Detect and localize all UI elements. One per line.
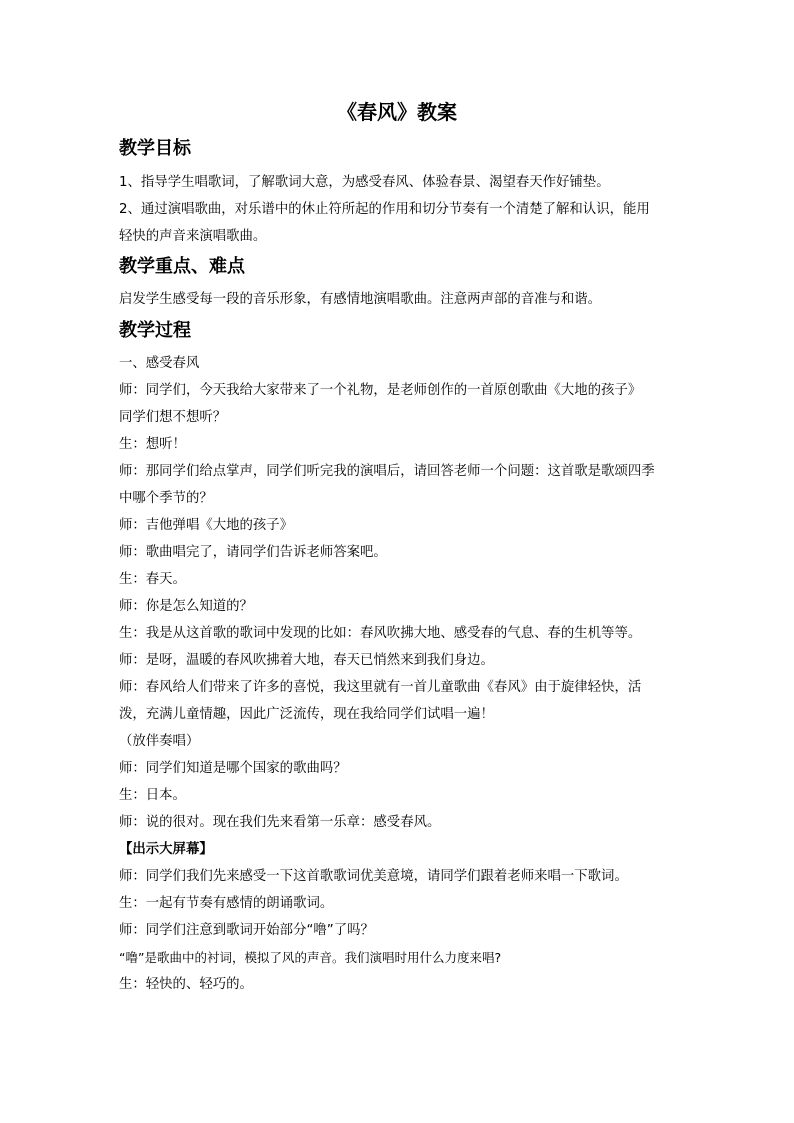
- process-line-2: 师：同学们，今天我给大家带来了一个礼物，是老师创作的一首原创歌曲《大地的孩子》: [119, 383, 642, 398]
- process-line-10: 师：你是怎么知道的？: [119, 599, 253, 614]
- focus-line-1: 启发学生感受每一段的音乐形象，有感情地演唱歌曲。注意两声部的音准与和谐。: [119, 292, 602, 307]
- process-line-24: 生：轻快的、轻巧的。: [119, 977, 253, 992]
- goals-line-3: 轻快的声音来演唱歌曲。: [119, 229, 267, 244]
- process-line-9: 生：春天。: [119, 572, 186, 587]
- process-line-16: 师：同学们知道是哪个国家的歌曲吗？: [119, 761, 347, 776]
- section-heading-focus: 教学重点、难点: [119, 256, 245, 277]
- section-heading-goals: 教学目标: [119, 138, 191, 159]
- process-line-4: 生：想听！: [119, 437, 186, 452]
- process-line-18: 师：说的很对。现在我们先来看第一乐章：感受春风。: [119, 815, 441, 830]
- process-line-19: 【出示大屏幕】: [119, 842, 213, 857]
- process-line-20: 师：同学们我们先来感受一下这首歌歌词优美意境，请同学们跟着老师来唱一下歌词。: [119, 869, 628, 884]
- process-line-13: 师：春风给人们带来了许多的喜悦，我这里就有一首儿童歌曲《春风》由于旋律轻快，活: [119, 680, 642, 695]
- process-line-3: 同学们想不想听？: [119, 410, 227, 425]
- process-line-14: 泼，充满儿童情趣，因此广泛流传，现在我给同学们试唱一遍！: [119, 707, 494, 722]
- goals-line-2: 2、通过演唱歌曲，对乐谱中的休止符所起的作用和切分节奏有一个清楚了解和认识，能用: [119, 202, 650, 217]
- process-line-22: 师：同学们注意到歌词开始部分“噜”了吗？: [119, 923, 374, 938]
- process-line-12: 师：是呀，温暖的春风吹拂着大地，春天已悄然来到我们身边。: [119, 653, 494, 668]
- process-line-23: “噜”是歌曲中的衬词，模拟了风的声音。我们演唱时用什么力度来唱?: [119, 950, 502, 965]
- process-line-8: 师：歌曲唱完了，请同学们告诉老师答案吧。: [119, 545, 387, 560]
- process-line-15: （放伴奏唱）: [119, 734, 200, 749]
- process-line-7: 师：吉他弹唱《大地的孩子》: [119, 518, 294, 533]
- document-title: 《春风》教案: [337, 100, 457, 124]
- process-line-6: 中哪个季节的？: [119, 491, 213, 506]
- process-line-5: 师：那同学们给点掌声，同学们听完我的演唱后，请回答老师一个问题：这首歌是歌颂四季: [119, 464, 655, 479]
- process-line-1: 一、感受春风: [119, 356, 200, 371]
- process-line-17: 生：日本。: [119, 788, 186, 803]
- process-line-21: 生：一起有节奏有感情的朗诵歌词。: [119, 896, 334, 911]
- goals-line-1: 1、指导学生唱歌词，了解歌词大意，为感受春风、体验春景、渴望春天作好铺垫。: [119, 175, 610, 190]
- process-line-11: 生：我是从这首歌的歌词中发现的比如：春风吹拂大地、感受春的气息、春的生机等等。: [119, 626, 642, 641]
- section-heading-process: 教学过程: [119, 320, 191, 341]
